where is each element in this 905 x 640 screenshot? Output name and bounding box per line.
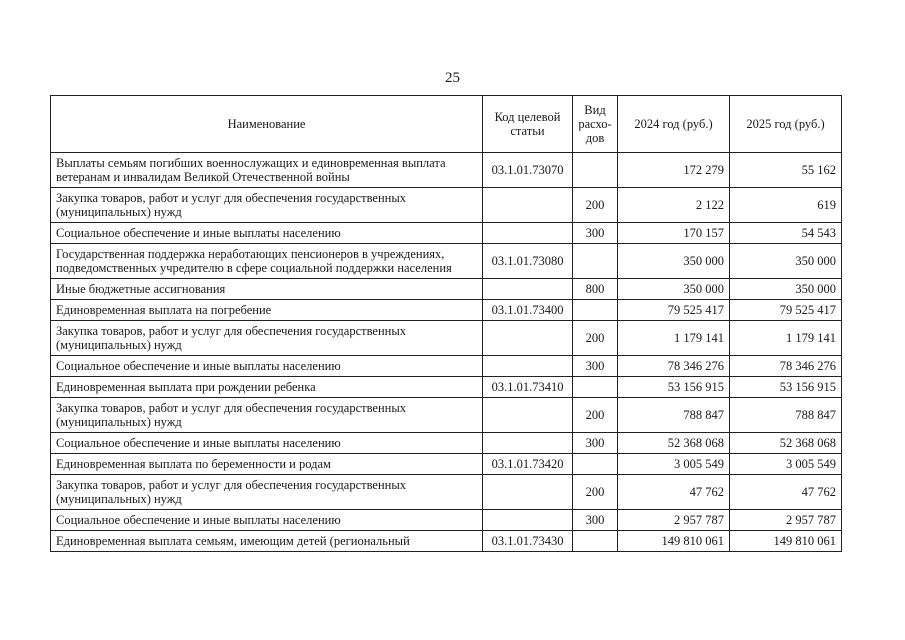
cell-code	[483, 398, 573, 433]
table-row	[51, 153, 842, 188]
cell-code: 03.1.01.73410	[483, 377, 573, 398]
table-row	[51, 377, 842, 398]
cell-name: Социальное обеспечение и иные выплаты населению	[51, 223, 483, 244]
cell-name: Иные бюджетные ассигнования	[51, 279, 483, 300]
cell-2024: 149 810 061	[618, 531, 730, 552]
cell-2024: 47 762	[618, 475, 730, 510]
cell-code: 03.1.01.73430	[483, 531, 573, 552]
table-row	[51, 223, 842, 244]
cell-code: 03.1.01.73080	[483, 244, 573, 279]
cell-2025: 619	[730, 188, 842, 223]
cell-code	[483, 279, 573, 300]
cell-2025: 79 525 417	[730, 300, 842, 321]
cell-2024: 350 000	[618, 279, 730, 300]
table-row	[51, 475, 842, 510]
cell-vid	[573, 153, 618, 188]
table-row	[51, 188, 842, 223]
cell-vid: 200	[573, 188, 618, 223]
cell-name: Закупка товаров, работ и услуг для обеспечения государственных (муниципальных) нужд	[51, 398, 483, 433]
cell-vid: 200	[573, 321, 618, 356]
cell-vid: 200	[573, 475, 618, 510]
cell-2024: 53 156 915	[618, 377, 730, 398]
cell-2025: 78 346 276	[730, 356, 842, 377]
cell-2024: 2 122	[618, 188, 730, 223]
header-vid: Вид расхо-дов	[573, 96, 618, 153]
cell-2024: 78 346 276	[618, 356, 730, 377]
cell-2024: 52 368 068	[618, 433, 730, 454]
cell-code	[483, 188, 573, 223]
cell-vid	[573, 300, 618, 321]
cell-vid: 800	[573, 279, 618, 300]
cell-vid	[573, 531, 618, 552]
cell-2025: 47 762	[730, 475, 842, 510]
cell-name: Единовременная выплата семьям, имеющим детей (региональный	[51, 531, 483, 552]
header-2024: 2024 год (руб.)	[618, 96, 730, 153]
budget-table	[50, 95, 842, 552]
cell-vid: 300	[573, 356, 618, 377]
cell-code	[483, 510, 573, 531]
header-name: Наименование	[51, 96, 483, 153]
table-row	[51, 398, 842, 433]
cell-2025: 53 156 915	[730, 377, 842, 398]
cell-2025: 52 368 068	[730, 433, 842, 454]
table-row	[51, 244, 842, 279]
cell-2025: 3 005 549	[730, 454, 842, 475]
cell-2024: 170 157	[618, 223, 730, 244]
cell-2025: 149 810 061	[730, 531, 842, 552]
cell-name: Закупка товаров, работ и услуг для обеспечения государственных (муниципальных) нужд	[51, 475, 483, 510]
cell-code	[483, 223, 573, 244]
cell-2025: 55 162	[730, 153, 842, 188]
cell-vid	[573, 244, 618, 279]
header-row	[51, 96, 842, 153]
cell-name: Социальное обеспечение и иные выплаты населению	[51, 356, 483, 377]
cell-2025: 788 847	[730, 398, 842, 433]
cell-2025: 350 000	[730, 279, 842, 300]
cell-vid: 300	[573, 223, 618, 244]
cell-2024: 788 847	[618, 398, 730, 433]
cell-code	[483, 356, 573, 377]
page-number: 25	[445, 70, 460, 86]
cell-2025: 2 957 787	[730, 510, 842, 531]
cell-2025: 1 179 141	[730, 321, 842, 356]
table-row	[51, 356, 842, 377]
cell-vid: 300	[573, 433, 618, 454]
cell-name: Государственная поддержка неработающих пенсионеров в учреждениях, подведомственных учредителю в сфере социальной поддержки населения	[51, 244, 483, 279]
cell-name: Единовременная выплата на погребение	[51, 300, 483, 321]
table-row	[51, 510, 842, 531]
cell-name: Закупка товаров, работ и услуг для обеспечения государственных (муниципальных) нужд	[51, 321, 483, 356]
cell-name: Выплаты семьям погибших военнослужащих и единовременная выплата ветеранам и инвалидам Великой Отечественной войны	[51, 153, 483, 188]
cell-2025: 54 543	[730, 223, 842, 244]
cell-name: Социальное обеспечение и иные выплаты населению	[51, 433, 483, 454]
table-row	[51, 321, 842, 356]
table-row	[51, 531, 842, 552]
cell-code: 03.1.01.73070	[483, 153, 573, 188]
cell-code: 03.1.01.73400	[483, 300, 573, 321]
cell-2024: 3 005 549	[618, 454, 730, 475]
cell-2025: 350 000	[730, 244, 842, 279]
header-2025: 2025 год (руб.)	[730, 96, 842, 153]
table-row	[51, 279, 842, 300]
table-row	[51, 300, 842, 321]
cell-code	[483, 433, 573, 454]
cell-name: Социальное обеспечение и иные выплаты населению	[51, 510, 483, 531]
cell-2024: 1 179 141	[618, 321, 730, 356]
cell-code	[483, 475, 573, 510]
table-row	[51, 433, 842, 454]
cell-name: Единовременная выплата по беременности и родам	[51, 454, 483, 475]
cell-2024: 172 279	[618, 153, 730, 188]
cell-name: Закупка товаров, работ и услуг для обеспечения государственных (муниципальных) нужд	[51, 188, 483, 223]
header-code: Код целевой статьи	[483, 96, 573, 153]
cell-2024: 79 525 417	[618, 300, 730, 321]
cell-vid	[573, 454, 618, 475]
cell-code: 03.1.01.73420	[483, 454, 573, 475]
cell-vid	[573, 377, 618, 398]
cell-name: Единовременная выплата при рождении ребенка	[51, 377, 483, 398]
cell-code	[483, 321, 573, 356]
cell-2024: 350 000	[618, 244, 730, 279]
cell-vid: 200	[573, 398, 618, 433]
cell-vid: 300	[573, 510, 618, 531]
table-row	[51, 454, 842, 475]
cell-2024: 2 957 787	[618, 510, 730, 531]
